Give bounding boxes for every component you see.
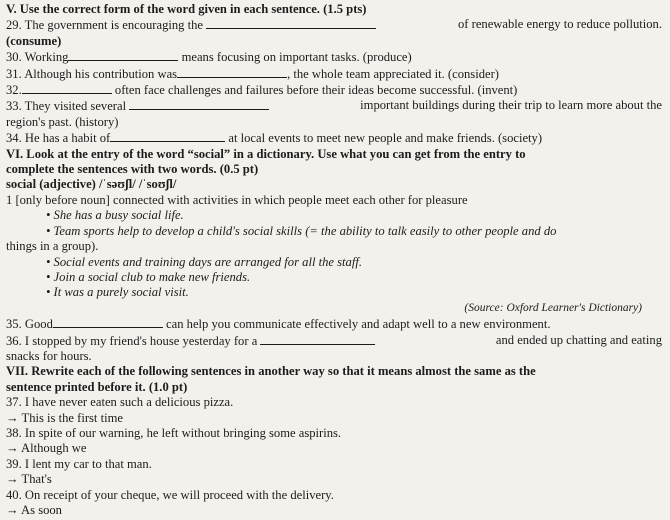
question-34: 34. He has a habit of at local events to meet new people and make friends. (society) bbox=[6, 131, 543, 146]
question-30: 30. Working means focusing on important tasks. (produce) bbox=[6, 50, 412, 65]
rewrite-start-40[interactable]: → As soon bbox=[6, 503, 62, 517]
answer-blank-29[interactable] bbox=[206, 17, 376, 29]
dictionary-example: • Join a social club to make new friends. bbox=[46, 269, 251, 284]
question-37: 37. I have never eaten such a delicious pizza. bbox=[6, 395, 234, 410]
dictionary-example-cont: things in a group). bbox=[6, 239, 99, 254]
section6-heading-cont: complete the sentences with two words. (0.5 pt) bbox=[6, 162, 259, 177]
section5-heading: V. Use the correct form of the word given in each sentence. (1.5 pts) bbox=[6, 2, 367, 16]
section6-heading: VI. Look at the entry of the word “social” in a dictionary. Use what you can get from the entry to bbox=[6, 146, 526, 161]
dictionary-example: • She has a busy social life. bbox=[46, 208, 184, 223]
question-33: 33. They visited several important buildings during their trip to learn more about the bbox=[6, 98, 662, 114]
section7-heading-cont: sentence printed before it. (1.0 pt) bbox=[6, 379, 188, 394]
question-29: 29. The government is encouraging the of renewable energy to reduce pollution. bbox=[6, 17, 662, 33]
rewrite-start-37[interactable]: → This is the first time bbox=[6, 410, 123, 425]
dictionary-source: (Source: Oxford Learner's Dictionary) bbox=[464, 301, 642, 314]
answer-blank-33[interactable] bbox=[129, 98, 269, 110]
rewrite-start-38[interactable]: → Although we bbox=[6, 441, 87, 456]
question-32: 32. often face challenges and failures before their ideas become successful. (invent) bbox=[6, 83, 518, 98]
dictionary-headword: social (adjective) /ˈsəʊʃl/ /ˈsoʊʃl/ bbox=[6, 177, 177, 192]
hint-29: (consume) bbox=[6, 33, 62, 48]
answer-blank-34[interactable] bbox=[110, 130, 225, 142]
answer-blank-30[interactable] bbox=[68, 49, 178, 61]
question-36: 36. I stopped by my friend's house yesterday for a and ended up chatting and eating bbox=[6, 332, 662, 348]
dictionary-example: • Team sports help to develop a child's social skills (= the ability to talk easily to other people and do bbox=[46, 223, 557, 238]
answer-blank-31[interactable] bbox=[177, 66, 287, 78]
answer-blank-36[interactable] bbox=[260, 333, 375, 345]
dictionary-sense: 1 [only before noun] connected with activities in which people meet each other for pleasure bbox=[6, 192, 468, 207]
rewrite-start-39[interactable]: → That's bbox=[6, 472, 52, 487]
section7-heading: VII. Rewrite each of the following sentences in another way so that it means almost the same as the bbox=[6, 364, 536, 379]
question-31: 31. Although his contribution was , the whole team appreciated it. (consider) bbox=[6, 66, 499, 81]
question-38: 38. In spite of our warning, he left without bringing some aspirins. bbox=[6, 425, 342, 440]
question-40: 40. On receipt of your cheque, we will proceed with the delivery. bbox=[6, 487, 334, 502]
dictionary-example: • It was a purely social visit. bbox=[46, 285, 189, 300]
question-36-cont: snacks for hours. bbox=[6, 348, 92, 363]
question-35: 35. Good can help you communicate effectively and adapt well to a new environment. bbox=[6, 317, 551, 332]
answer-blank-32[interactable] bbox=[22, 82, 112, 94]
answer-blank-35[interactable] bbox=[53, 316, 163, 328]
dictionary-example: • Social events and training days are arranged for all the staff. bbox=[46, 254, 362, 269]
question-33-cont: region's past. (history) bbox=[6, 114, 119, 129]
question-39: 39. I lent my car to that man. bbox=[6, 456, 152, 471]
